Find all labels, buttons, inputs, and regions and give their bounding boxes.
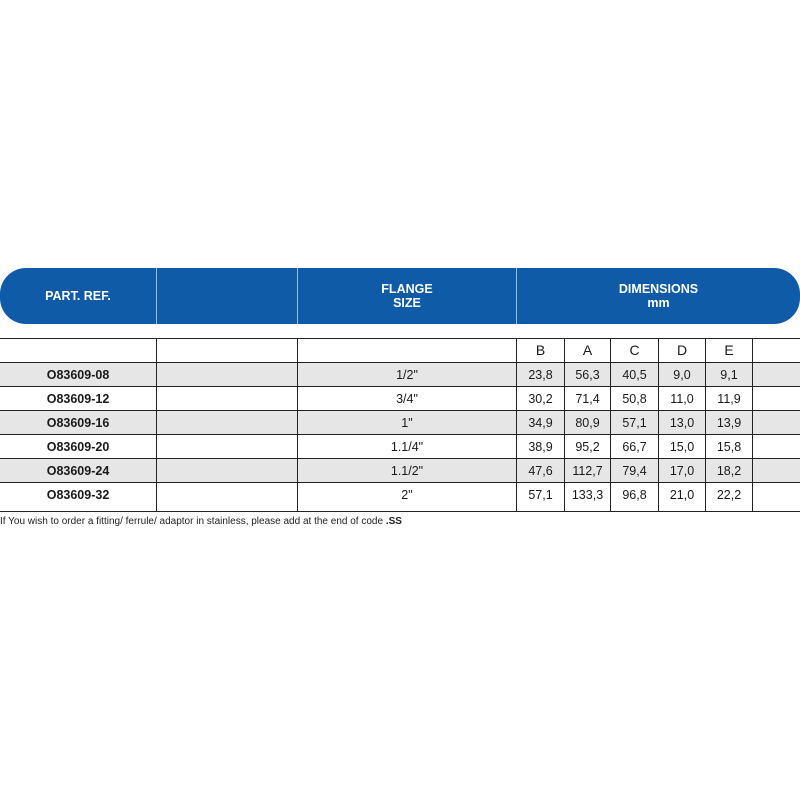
dim-header-a: A: [582, 342, 593, 358]
column-divider: [752, 338, 753, 512]
dim-header-c: C: [629, 342, 640, 358]
footnote-text: If You wish to order a fitting/ ferrule/ adaptor in stainless, please add at the end of code: [0, 516, 386, 527]
dim-a-cell: 95,2: [575, 440, 600, 454]
header-divider: [156, 268, 157, 324]
dim-b-cell: 38,9: [528, 440, 553, 454]
header-flange-label: FLANGE: [381, 282, 433, 296]
dim-e-cell: 9,1: [720, 368, 738, 382]
part-ref-cell: O83609-08: [46, 368, 110, 382]
dim-b-cell: 30,2: [528, 392, 553, 406]
dim-c-cell: 50,8: [622, 392, 647, 406]
header-size-label: SIZE: [393, 296, 421, 310]
stainless-footnote: [0, 516, 402, 527]
dim-c-cell: 96,8: [622, 488, 647, 502]
dim-header-d: D: [676, 342, 688, 358]
table-row: [0, 410, 800, 434]
flange-size-cell: 1.1/2": [390, 464, 424, 478]
dim-b-cell: 34,9: [528, 416, 553, 430]
column-divider: [610, 338, 611, 512]
part-ref-cell: O83609-20: [46, 440, 110, 454]
dim-d-cell: 13,0: [669, 416, 695, 430]
header-flange-size: [298, 268, 516, 324]
column-divider: [658, 338, 659, 512]
flange-size-cell: 3/4": [396, 392, 418, 406]
table-row: [0, 482, 800, 506]
dim-d-cell: 21,0: [669, 488, 695, 502]
dim-b-cell: 23,8: [528, 368, 553, 382]
dim-e-cell: 22,2: [716, 488, 742, 502]
dim-c-cell: 40,5: [622, 368, 647, 382]
dim-e-cell: 18,2: [716, 464, 742, 478]
flange-size-cell: 1.1/4": [390, 440, 424, 454]
footnote-code: .SS: [385, 516, 402, 527]
dim-e-cell: 13,9: [716, 416, 742, 430]
dim-c-cell: 57,1: [622, 416, 647, 430]
dim-d-cell: 15,0: [669, 440, 695, 454]
table-row: [0, 362, 800, 386]
flange-size-cell: 1/2": [396, 368, 418, 382]
dim-d-cell: 17,0: [669, 464, 695, 478]
column-divider: [516, 338, 517, 512]
part-ref-cell: O83609-12: [46, 392, 110, 406]
table-row: [0, 458, 800, 482]
column-divider: [297, 338, 298, 512]
dim-d-cell: 9,0: [673, 368, 691, 382]
dim-e-cell: 15,8: [716, 440, 742, 454]
table-row: [0, 434, 800, 458]
dim-c-cell: 66,7: [622, 440, 647, 454]
dim-a-cell: 133,3: [571, 488, 604, 502]
dim-e-cell: 11,9: [717, 392, 741, 406]
table-row: [0, 386, 800, 410]
dim-b-cell: 57,1: [528, 488, 553, 502]
dim-b-cell: 47,6: [528, 464, 553, 478]
header-dimensions: [517, 268, 800, 324]
dim-header-e: E: [724, 342, 734, 358]
part-ref-cell: O83609-32: [46, 488, 110, 502]
header-part-ref: [0, 268, 156, 324]
flange-size-cell: 1": [401, 416, 413, 430]
part-ref-cell: O83609-16: [46, 416, 110, 430]
flange-size-cell: 2": [401, 488, 413, 502]
header-part-ref-label: PART. REF.: [45, 289, 111, 303]
header-units-label: mm: [647, 296, 670, 310]
dim-d-cell: 11,0: [670, 392, 694, 406]
dim-c-cell: 79,4: [622, 464, 647, 478]
dim-a-cell: 56,3: [575, 368, 600, 382]
dim-a-cell: 112,7: [572, 464, 603, 478]
dim-a-cell: 80,9: [575, 416, 600, 430]
part-ref-cell: O83609-24: [46, 464, 110, 478]
header-dimensions-label: DIMENSIONS: [618, 282, 699, 296]
dim-header-b: B: [535, 342, 546, 358]
column-divider: [705, 338, 706, 512]
column-divider: [564, 338, 565, 512]
column-divider: [156, 338, 157, 512]
dim-a-cell: 71,4: [575, 392, 600, 406]
